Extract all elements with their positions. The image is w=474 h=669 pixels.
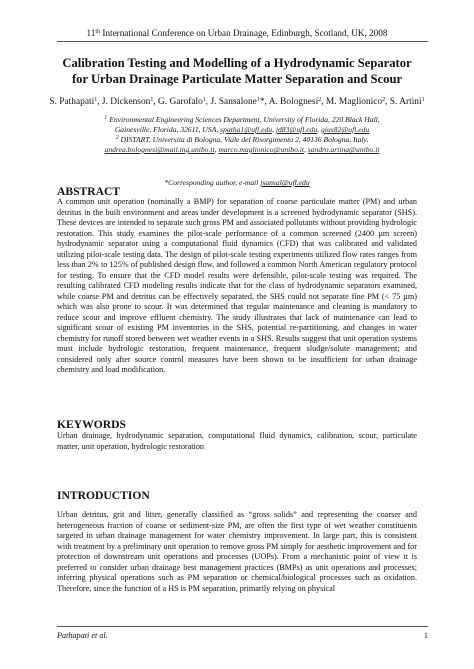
- author-name: S. Pathapati: [49, 97, 95, 107]
- author-affiliation-mark: 1: [150, 97, 154, 103]
- author-name: A. Bolognesi: [268, 97, 319, 107]
- author-list: [40, 96, 434, 108]
- author-affiliation-mark: 2: [382, 97, 386, 103]
- corresponding-email[interactable]: jsansal@ufl.edu: [260, 178, 310, 187]
- footer-rule: [57, 626, 428, 627]
- conference-header: [0, 28, 474, 39]
- affiliation-2-line-1: [70, 135, 414, 145]
- author-name: S. Artini: [389, 97, 422, 107]
- title-line-2: for Urban Drainage Particulate Matter Separation and Scour: [71, 72, 403, 86]
- abstract-text: A common unit operation (nominally a BMP) for separation of coarse particulate matter (PM) and urban detritus in the built environment and areas under development is a screened hydrodynamic separator (SHS). These devices are intended to separate such gross PM and associated pollutants without providing hydrologic restoration. This study examines the pilot-scale performance of a common screened (2400 µm screen) hydrodynamic separator using a computational fluid dynamics (CFD) that was calibrated and validated utilizing pilot-scale testing data. The design of pilot-scale testing experiments utilized flow rates ranges from less than 2% to 125% of published design flow, and followed a common North American regulatory protocol for testing. To ensure that the CFD model results were defensible, pilot-scale testing was required. The resulting calibrated CFD modeling results indicate that for the class of hydrodynamic separators examined, while coarse PM and detritus can be effectively separated, the SHS could not separate fine PM (< 75 µm) which was also prone to scour. It was determined that regular maintenance and cleaning is mandatory to reduce scour and improve effluent chemistry. The study illustrates that lack of maintenance can lead to significant scour of existing PM inventories in the SHS, potential re-partitioning, and changes in water chemistry for runoff stored between wet weather events in a SHS. Results suggest that unit operation systems must include hydrologic restoration, frequent maintenance, frequent sludge/solute management; and considered only after source control measures have been shown to be insufficient for urban drainage chemistry and load modification.: [57, 197, 417, 374]
- conference-ordinal: 11: [86, 28, 96, 38]
- author-name: J. Sansalone: [210, 97, 257, 107]
- affiliation-mark: 2: [115, 135, 119, 141]
- paper-title: [40, 55, 434, 87]
- affiliation-text: Environmental Engineering Sciences Department, University of Florida, 220 Black Hall,: [109, 115, 380, 124]
- affiliation-text: DISTART, Universita di Bologna, Viale del Risorgimento 2, 40136 Bologna, Italy,: [120, 135, 369, 144]
- email-link[interactable]: sandro.artina@unibo.it: [307, 145, 380, 154]
- header-rule: [57, 41, 428, 42]
- author-affiliation-mark: 2: [318, 97, 322, 103]
- title-line-1: Calibration Testing and Modelling of a Hydrodynamic Separator: [62, 56, 412, 70]
- author-separator: ,: [97, 97, 102, 107]
- author-affiliation-mark: 1: [94, 97, 98, 103]
- affiliation-1-line-2: Gainesville, Florida, 32611, USA, spatha1@ufl.edu, jd83@ufl.edu, gius82@ufl.edu: [114, 125, 370, 134]
- keywords-heading: KEYWORDS: [57, 418, 126, 431]
- author-name: G. Garofalo: [158, 97, 203, 107]
- introduction-heading: INTRODUCTION: [57, 489, 150, 502]
- author-affiliation-mark: 1: [421, 97, 425, 103]
- affiliations: [70, 115, 414, 155]
- email-link[interactable]: spatha1@ufl.edu: [220, 125, 273, 134]
- abstract-heading: ABSTRACT: [57, 185, 121, 198]
- conference-name: International Conference on Urban Drainage, Edinburgh, Scotland, UK, 2008: [100, 28, 388, 38]
- affiliation-text: Gainesville, Florida, 32611, USA,: [114, 125, 219, 134]
- author-separator: ,: [264, 97, 269, 107]
- email-link[interactable]: andrea.bolognesi@mail.ing.unibo.it: [104, 145, 215, 154]
- author-separator: ,: [385, 97, 390, 107]
- author-separator: ,: [153, 97, 159, 107]
- email-link[interactable]: marco.maglionico@unibo.it: [218, 145, 304, 154]
- author-affiliation-mark: 1: [202, 97, 206, 103]
- page-number: 1: [423, 631, 428, 640]
- introduction-text: Urban detritus, grit and litter, generally classified as “gross solids” and representing the coarser and heterogeneous fraction of coarse or sediment-size PM, are often the first type of wet weather constituents targeted in urban drainage management for water chemistry improvement. In large part, this is consistent with treatment by a preliminary unit operation to remove gross PM simply for aesthetic improvement and for protection of downstream unit operations and processes (UOPs). From a mechanistic point of view it is preferred to consider urban drainage best management practices (BMPs) as unit operations and processes; inferring physical operations such as PM separation or chemical/biological processes such as oxidation. Therefore, since the function of a HS is PM separation, primarily relying on physical: [57, 510, 417, 593]
- footer-author: Pathapati et al.: [57, 631, 108, 640]
- author-separator: ,: [205, 97, 211, 107]
- email-link[interactable]: jd83@ufl.edu: [275, 125, 318, 134]
- affiliation-mark: 1: [104, 115, 108, 121]
- corresponding-label: *Corresponding author, e-mail: [164, 178, 259, 187]
- author-separator: ,: [321, 97, 326, 107]
- affiliation-2-line-2: andrea.bolognesi@mail.ing.unibo.it, marco.maglionico@unibo.it, sandro.artina@unibo.it: [104, 145, 380, 154]
- affiliation-1-line-1: [70, 115, 414, 125]
- keywords-text: Urban drainage, hydrodynamic separation, computational fluid dynamics, calibration, scour, particulate matter, unit operation, hydrologic restoration: [57, 431, 417, 451]
- email-link[interactable]: gius82@ufl.edu: [321, 125, 370, 134]
- author-affiliation-mark: 1: [256, 97, 260, 103]
- author-name: M. Maglionico: [325, 97, 383, 107]
- corresponding-mark: *: [259, 97, 265, 107]
- author-name: J. Dickenson: [101, 97, 151, 107]
- conference-ordinal-suffix: th: [95, 29, 101, 35]
